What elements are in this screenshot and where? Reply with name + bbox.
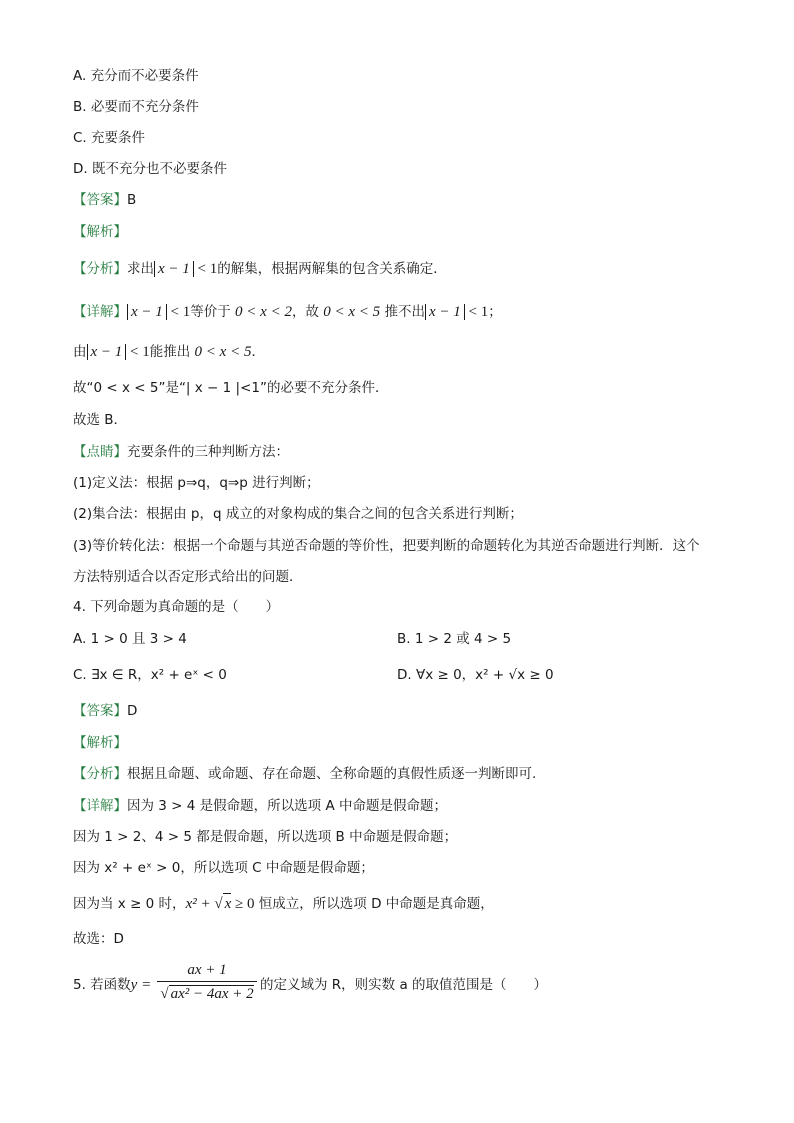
sqrt-symbol: √ bbox=[214, 896, 223, 912]
q5-fraction bbox=[157, 962, 257, 1003]
answer-label: 【答案】 bbox=[73, 192, 127, 208]
dianjing-p3a: (3)等价转化法：根据一个命题与其逆否命题的等价性，把要判断的命题转化为其逆否命题进行判断．这个 bbox=[73, 538, 700, 554]
q4-option-c: C. ∃x ∈ R，x² + eˣ < 0 bbox=[73, 667, 227, 683]
fenxi-label: 【分析】 bbox=[73, 766, 127, 782]
line2-text-b: 能推出 bbox=[149, 344, 195, 360]
q4-det-line-4 bbox=[73, 893, 494, 914]
q3-jiexi-label: 【解析】 bbox=[73, 224, 127, 240]
dianjing-p3b: 方法特别适合以否定形式给出的问题． bbox=[73, 569, 303, 585]
q4-choose: 故选：D bbox=[73, 931, 124, 947]
q4-det-line-3: 因为 x² + eˣ > 0，所以选项 C 中命题是假命题； bbox=[73, 860, 374, 876]
det4-text-b: 恒成立，所以选项 D 中命题是真命题， bbox=[254, 896, 494, 912]
det-line-1: 因为 3 > 4 是假命题，所以选项 A 中命题是假命题； bbox=[127, 798, 447, 814]
q4-det-line-2: 因为 1 > 2、4 > 5 都是假命题，所以选项 B 中命题是假命题； bbox=[73, 829, 458, 845]
fenxi-text-a: 求出 bbox=[127, 261, 154, 277]
answer-value: D bbox=[127, 703, 138, 719]
xiangjie-label: 【详解】 bbox=[73, 798, 127, 814]
det4-x2: x² + bbox=[185, 896, 215, 912]
abs-expression: x − 1 bbox=[425, 304, 465, 320]
q4-jiexi-label: 【解析】 bbox=[73, 735, 127, 751]
answer-value: B bbox=[127, 192, 137, 208]
q3-conclusion: 故“0 < x < 5”是“| x − 1 |<1”的必要不充分条件． bbox=[73, 380, 389, 396]
fenxi-text: 根据且命题、或命题、存在命题、全称命题的真假性质逐一判断即可. bbox=[127, 766, 537, 782]
fenxi-text-b: 的解集，根据两解集的包含关系确定． bbox=[217, 261, 447, 277]
range-1: 0 < x < 2 bbox=[235, 304, 292, 320]
q3-option-c: C. 充要条件 bbox=[73, 130, 146, 146]
dianjing-text: 充要条件的三种判断方法： bbox=[127, 444, 289, 460]
dianjing-title bbox=[73, 442, 289, 462]
dianjing-label: 【点睛】 bbox=[73, 444, 127, 460]
sqrt-symbol: √ bbox=[160, 986, 169, 1002]
abs-expression: x − 1 bbox=[127, 304, 167, 320]
lt-one: < 1 bbox=[193, 261, 218, 277]
det-text-b: ，故 bbox=[291, 304, 324, 320]
abs-expression: x − 1 bbox=[154, 261, 194, 277]
q3-option-d: D. 既不充分也不必要条件 bbox=[73, 161, 227, 177]
det4-text-a: 因为当 x ≥ 0 时， bbox=[73, 896, 186, 912]
q5-post: 的定义域为 R，则实数 a 的取值范围是（ ） bbox=[260, 977, 548, 993]
answer-label: 【答案】 bbox=[73, 703, 127, 719]
q3-answer bbox=[73, 190, 136, 210]
q3-option-b: B. 必要而不充分条件 bbox=[73, 99, 199, 115]
q3-choose: 故选 B． bbox=[73, 412, 128, 428]
q3-xiangjie bbox=[73, 302, 502, 322]
range-2: 0 < x < 5 bbox=[323, 304, 381, 320]
q4-option-b: B. 1 > 2 或 4 > 5 bbox=[397, 631, 512, 647]
q3-option-a: A. 充分而不必要条件 bbox=[73, 68, 199, 84]
sqrt-radicand: ax² − 4ax + 2 bbox=[170, 986, 254, 1002]
q3-line2 bbox=[73, 342, 265, 362]
q4-answer bbox=[73, 701, 137, 721]
sqrt-radicand: x bbox=[223, 893, 232, 914]
q5-y: y = bbox=[130, 977, 152, 993]
range-3: 0 < x < 5 bbox=[194, 344, 252, 360]
det-text-c: 推不出 bbox=[380, 304, 425, 320]
dianjing-p1: (1)定义法：根据 p⇒q，q⇒p 进行判断； bbox=[73, 475, 320, 491]
q4-stem: 4. 下列命题为真命题的是（ ） bbox=[73, 599, 280, 615]
q3-fenxi bbox=[73, 259, 447, 279]
det4-ge: ≥ 0 bbox=[231, 896, 255, 912]
lt-one: < 1 bbox=[126, 344, 150, 360]
fraction-numerator: ax + 1 bbox=[157, 962, 257, 982]
q5-pre-text: 5. 若函数 bbox=[73, 977, 131, 993]
line2-text-a: 由 bbox=[73, 344, 87, 360]
q4-option-d: D. ∀x ≥ 0，x² + √x ≥ 0 bbox=[397, 667, 554, 683]
abs-expression: x − 1 bbox=[87, 344, 127, 360]
dianjing-p2: (2)集合法：根据由 p，q 成立的对象构成的集合之间的包含关系进行判断； bbox=[73, 506, 523, 522]
q4-xiangjie bbox=[73, 796, 447, 816]
q5-pre bbox=[73, 975, 151, 995]
line2-text-d: ． bbox=[251, 344, 265, 360]
lt-one: < 1 bbox=[464, 304, 489, 320]
xiangjie-label: 【详解】 bbox=[73, 304, 127, 320]
fenxi-label: 【分析】 bbox=[73, 261, 127, 277]
det-text-a: 等价于 bbox=[190, 304, 236, 320]
lt-one: < 1 bbox=[166, 304, 191, 320]
q4-option-a: A. 1 > 0 且 3 > 4 bbox=[73, 631, 187, 647]
q4-fenxi bbox=[73, 764, 536, 784]
fraction-denominator bbox=[157, 982, 257, 1003]
det-end: ； bbox=[488, 304, 502, 320]
